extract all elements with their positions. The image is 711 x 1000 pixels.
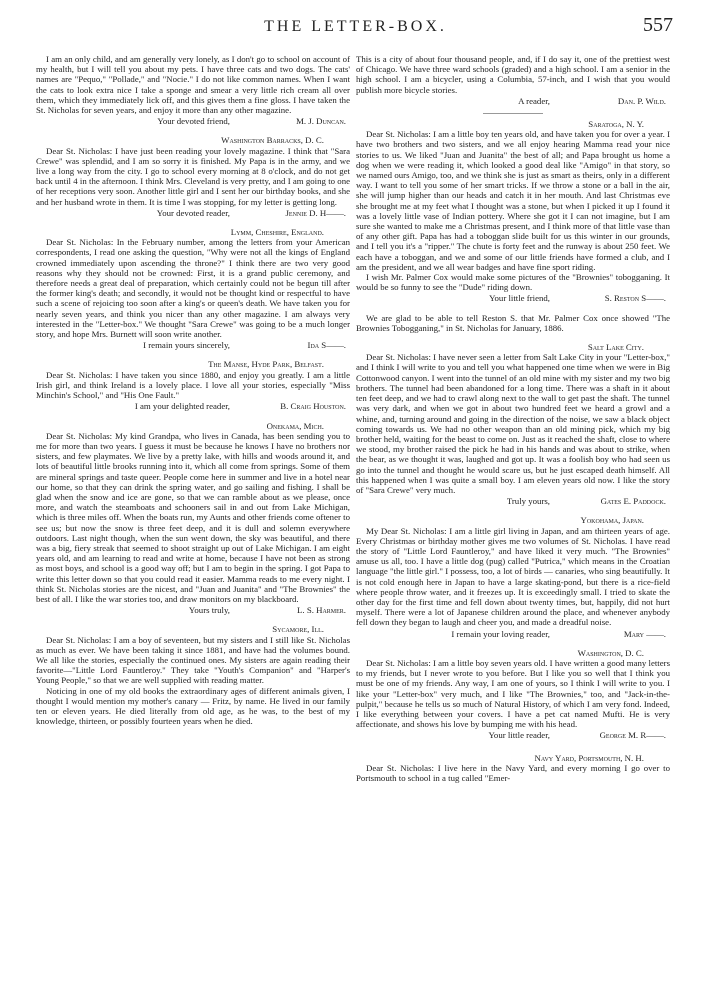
- letter-author: Mary ——.: [623, 628, 666, 639]
- page-number: 557: [643, 14, 673, 36]
- letter-place: Navy Yard, Portsmouth, N. H.: [534, 752, 644, 763]
- letter-body: Dear St. Nicholas: In the February number, among the letters from your American correspondents, I read one asking the question, "Why were not all the kings of England crowned immediately upon ascending the throne?" I think there are two very good reasons why they should not be crowned: First, it is a grand public ceremony, and therefore needs a great deal of preparation, which certainly could not be begun till after the former king's death; and secondly, it would not be thought kind or respectful to have such a scene of rejoicing too soon after a king's or queen's death. We have taken you for nearly seven years, and think you nicer than any other magazine. I am always very interested in the "Letter-box." We thought "Sara Crewe" was going to be a much longer story, and hope Mrs. Burnett will soon write another.: [36, 237, 350, 340]
- letter-closing: Your little reader,: [488, 730, 550, 741]
- letter-signature: [356, 293, 670, 303]
- editor-note: We are glad to be able to tell Reston S. that Mr. Palmer Cox once showed "The Brownies Tobogganing," in St. Nicholas for January, 1886.: [356, 312, 670, 333]
- letter-author: Dan. P. Wild.: [617, 95, 666, 106]
- letter-place: Onekama, Mich.: [266, 420, 324, 431]
- letter-place: Washington, D. C.: [577, 647, 644, 658]
- letter-author: S. Reston S——.: [604, 293, 666, 304]
- letter-closing: Truly yours,: [506, 496, 550, 507]
- page-header: [0, 10, 711, 40]
- letter-body: This is a city of about four thousand people, and, if I do say it, one of the prettiest west of Chicago. We have three ward schools (graded) and a high school. I am a senior in the high school. I am a bicycler, using a Columbia, 57-inch, and I wish that you would publish more bicycle stories.: [356, 54, 670, 95]
- letter-closing: I am your delighted reader,: [134, 401, 230, 412]
- letter-closing: Your devoted friend,: [157, 116, 230, 127]
- letter-body: My Dear St. Nicholas: I am a little girl living in Japan, and am thirteen years of age. Every Christmas or birthday mother gives me two volumes of St. Nicholas. I have read the story of "Little Lord Fauntleroy," and have liked it very much. "The Brownies" amuse us all, too. I have a little dog (pug) called "Putrica," which means in the Croatian language "the little girl." I possess, too, a lot of birds — canaries, who sing beautifully. It is not cold enough here in Japan to have a large skating-pond, but there is a rice-field where people throw water, and it freezes up. It is exceedingly small. I tried to skate the other day for the first time and fell down about twenty times, but, happily, did not hurt myself. There were a lot of Japanese children around the place, and whenever anybody fell down they began to laugh and cheer you, and made a dreadful noise.: [356, 525, 670, 628]
- letter-author: L. S. Harmer.: [297, 605, 346, 616]
- letter-body: Dear St. Nicholas: I am a boy of seventeen, but my sisters and I still like St. Nicholas as much as ever. We have been taking it since 1881, and have had the volumes bound. We all like the stories, especially the continued ones. My sisters are again reading their favorite—"Little Lord Fauntleroy." They take "Youth's Companion" and "Harper's Young People," so that we are well supplied with reading matter.: [36, 634, 350, 686]
- letter-signature: [36, 605, 350, 615]
- letter-place: Yokohama, Japan.: [580, 515, 644, 526]
- letter-place: Lymm, Cheshire, England.: [230, 227, 324, 238]
- letter-signature: [356, 730, 670, 740]
- letter-body: Dear St. Nicholas: I am a little boy seven years old. I have written a good many letters to my friends, but I never wrote to you before. But I like you so well that I think you must be one of my friends. Any way, I am one of yours, so I think I will write to you. I like your "Letter-box" very much, and I like "The Brownies," too, and "Jack-in-the-pulpit," because he tells us so much of Natural History, of which I am very fond. Indeed, I like everything between your covers. I have a pet cat named Mufti. He is very affectionate, and shows his love by bumping me with his head.: [356, 657, 670, 730]
- letter-signature: [356, 629, 670, 639]
- letter-author: Jennie D. H——.: [285, 207, 346, 218]
- running-title: THE LETTER-BOX.: [264, 18, 447, 35]
- right-column: [356, 54, 670, 783]
- letter-closing: Yours truly,: [188, 605, 230, 616]
- letter-body-continued: I wish Mr. Palmer Cox would make some pictures of the "Brownies" tobogganing. It would be so funny to see the "Dude" riding down.: [356, 272, 670, 293]
- letter-author: M. J. Duncan.: [296, 116, 346, 127]
- letter-author: George M. R——.: [599, 730, 666, 741]
- letter-place: Salt Lake City.: [587, 342, 644, 353]
- letter-place: Sycamore, Ill.: [272, 624, 324, 635]
- letter-closing: A reader,: [518, 95, 550, 106]
- letter-body-continued: Noticing in one of my old books the extraordinary ages of different animals given, I thought I would mention my mother's canary — Fritz, by name. He lived in our family ten or eleven years. He died literally from old age, as he was, to the best of my knowledge, thirteen, or possibly fourteen years when he died.: [36, 685, 350, 727]
- letter-signature: [36, 208, 350, 218]
- letter-author: B. Craig Houston.: [280, 401, 346, 412]
- letter-signature: [36, 340, 350, 350]
- letter-body: Dear St. Nicholas: I have just been reading your lovely magazine. I think that "Sara Crewe" was splendid, and I am so sorry it is finished. My Papa is in the army, and we live a long way from the city. I go to school every morning at 8 o'clock, and do not get back until 4 in the afternoon. I think Mrs. Cleveland is very pretty, and I am going to one of her receptions very soon. Another little girl and I sent her our birthday books, and she and her husband wrote in them. It is time I was stopping, for my letter is getting long.: [36, 145, 350, 207]
- letter-place: The Manse, Hyde Park, Belfast.: [208, 359, 324, 370]
- left-column: [36, 54, 350, 726]
- letter-signature: [356, 96, 670, 106]
- letter-body: Dear St. Nicholas: I live here in the Navy Yard, and every morning I go over to Portsmouth to school in a tug called "Emer-: [356, 762, 670, 783]
- letter-body: Dear St. Nicholas: I have taken you since 1880, and enjoy you greatly. I am a little Irish girl, and think Ireland is a lovely place. I love all your stories, especially "Miss Minchin's School," and "His One Fault.": [36, 369, 350, 401]
- letter-closing: Your devoted reader,: [156, 207, 230, 218]
- letter-body: Dear St. Nicholas: I am a little boy ten years old, and have taken you for over a year. I have two brothers and two sisters, and we all enjoy hearing Mamma read your nice stories to us. We liked "Juan and Juanita" the best of all; and Papa brought us home a dog when we were reading it, which looked a good deal like "Amigo" in that story, so we named ours Amigo, too, and we think she is just as smart as theirs, only in a different way. I want to tell you some of her smart tricks. If we throw a stone or a ball in the air, she will jump higher than our heads and catch it in her mouth. And last Christmas eve she brought me at my feet what I thought was a stone, but when I picked it up I found it was a lovely little vase of Indian pottery. Where she got it I can not imagine, but I am sure she wanted to make me a Christmas present, and I think more of that little vase than of any other gift. Papa has had a toboggan slide built for us this winter in our grounds, and I tell you it's a "ripper." The chute is forty feet and the runway is about 250 feet. We each have a toboggan, and we and some of our little friends have formed a club, and I am the president, and we all wear badges and have fine sport riding.: [356, 129, 670, 272]
- letter-body: I am an only child, and am generally very lonely, as I don't go to school on account of my health, but I will tell you about my pets. I have three cats and two dogs. The cats' names are "Pequo," "Pollade," and "Nocie." I do not like common names. When I want the cats to look extra nice I take a sponge and smear a very little rich cream all over them, which they immediately lick off, and this gives them a fine gloss. I have taken the St. Nicholas for seven years, and enjoy it more than any other magazine.: [36, 54, 350, 116]
- letter-closing: I remain your loving reader,: [451, 628, 550, 639]
- letter-closing: I remain yours sincerely,: [143, 340, 230, 351]
- letter-signature: [356, 496, 670, 506]
- letter-author: Ida S——.: [307, 340, 346, 351]
- section-divider: [483, 113, 543, 114]
- letter-place: Saratoga, N. Y.: [588, 119, 644, 130]
- letter-signature: [36, 116, 350, 126]
- letter-body: Dear St. Nicholas: My kind Grandpa, who lives in Canada, has been sending you to me for more than two years. I guess it must be because he knows I have no brothers nor sisters, and few playmates. We live by a pretty lake, with hills and woods around it, and lots of beautiful little brooks running into it, which all come from springs. Some of them are mineral springs and taste queer. People come here in summer and live in a hotel near our home, so that they can drink the spring water, and go sailing and fishing. I shall be glad when the snow and ice are gone, so that we can ramble about as we please, once more, and watch the steamboats and schooners sail in and out from Lake Michigan, which is three miles off. When the boats run, my Aunts and other friends come oftener to see us; but now the snow is three feet deep, and it is dull and solemn everywhere outdoors. Last night though, when the sun went down, the sky was beautiful, and there was a big, fiery streak that seemed to shoot straight up out of Lake Michigan. I am eight years old, and am learning to read and write at home, because I have not been as strong as most boys, and school is a good way off; but I am to begin in the spring. I got Papa to write this letter down so that you could read it easier. Mamma reads to me every night. I think St. Nicholas stories are the nicest, and "Juan and Juanita" and "The Brownies" the best of all. I like the war stories too, and draw monitors on my blackboard.: [36, 430, 350, 604]
- letter-signature: [36, 401, 350, 411]
- letter-closing: Your little friend,: [489, 293, 550, 304]
- letter-place: Washington Barracks, D. C.: [221, 135, 324, 146]
- letter-body: Dear St. Nicholas: I have never seen a letter from Salt Lake City in your "Letter-box," and I think I will write to you and tell you what happened one time when we were in Big Cottonwood canyon. I went into the tunnel of an old mine with my sister and my two big brothers. The tunnel had been abandoned for a long time. There was a shaft in it about ten feet deep, and we had to crawl along next to the wall to get past the shaft. The tunnel was very dark, and when we got in about two hundred feet we heard a growl and a whine, and, turning around and going in the direction of the noise, we saw a black object coming towards us. We had no other weapon than an old mining pick, which my big brother held, waiting for the beast to come on. Just as it reached the shaft, close to where we stood, my brother raised the pick he had in his hands and was about to strike, when the bear, as we thought it was, laughed and got up. It was a foolish boy who had seen us go into the tunnel and thought he would scare us, but he just escaped death himself. All this happened when I was quite a small boy. I am eleven years old now. I like the story of "Sara Crewe" very much.: [356, 352, 670, 495]
- letter-author: Gates E. Paddock.: [600, 496, 666, 507]
